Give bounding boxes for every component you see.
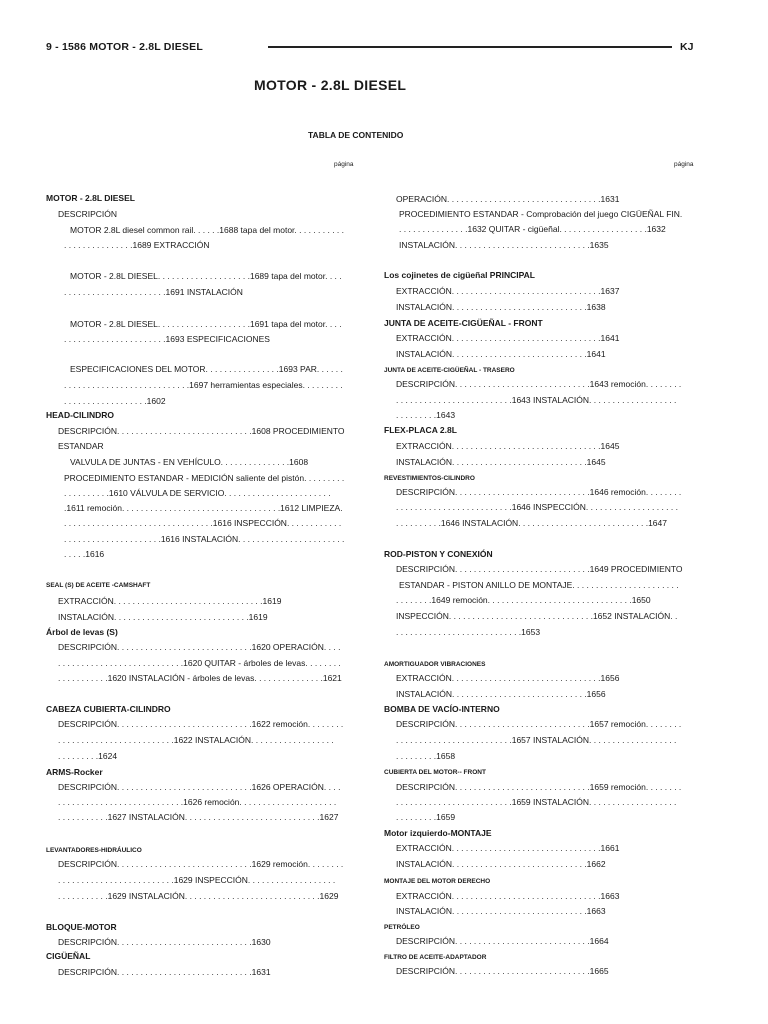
toc-line: PROCEDIMIENTO ESTANDAR - Comprobación del juego CIGÜEÑAL FIN. <box>399 209 683 219</box>
toc-line: INSTALACIÓN. . . . . . . . . . . . . . . . . . . . . . . . . . . . .1619 <box>58 612 268 622</box>
toc-line: . . . . . . . . . . . . . . . . . . . . . .1691 INSTALACIÓN <box>64 287 243 297</box>
toc-line: . . . . . . . .1649 remoción. . . . . . . . . . . . . . . . . . . . . . . . . . . . . . .1650 <box>396 595 651 605</box>
toc-line: HEAD-CILINDRO <box>46 410 114 420</box>
toc-line: INSTALACIÓN. . . . . . . . . . . . . . . . . . . . . . . . . . . . .1656 <box>396 689 606 699</box>
toc-line: . . . . . . . . . . . . . . . . . . . . . . . . .1643 INSTALACIÓN. . . . . . . . . . . . . . . . . . . <box>396 395 677 405</box>
toc-line: . . . . . . . . . . . . . . .1689 EXTRACCIÓN <box>64 240 210 250</box>
running-header: 9 - 1586 MOTOR - 2.8L DIESEL <box>46 41 203 53</box>
toc-line: REVESTIMIENTOS-CILINDRO <box>384 475 475 482</box>
toc-line: JUNTA DE ACEITE-CIGÜEÑAL - FRONT <box>384 318 543 328</box>
toc-line: . . . . .1616 <box>64 549 105 559</box>
toc-line: DESCRIPCIÓN. . . . . . . . . . . . . . . . . . . . . . . . . . . . .1664 <box>396 936 609 946</box>
toc-line: . . . . . . . . . . . . . . . . . . . . . . . . . . .1620 QUITAR - árboles de levas. . . . . . . . <box>58 658 341 668</box>
toc-line: Los cojinetes de cigüeñal PRINCIPAL <box>384 270 535 280</box>
toc-line: ESTANDAR <box>58 441 104 451</box>
toc-line: . . . . . . . . . . . . . . . . . . . . . . . . . . .1697 herramientas especiales. . . . . . . . . <box>64 380 343 390</box>
toc-line: PETRÓLEO <box>384 924 420 931</box>
toc-line: EXTRACCIÓN. . . . . . . . . . . . . . . . . . . . . . . . . . . . . . . .1663 <box>396 891 620 901</box>
toc-line: DESCRIPCIÓN. . . . . . . . . . . . . . . . . . . . . . . . . . . . .1649 PROCEDIMIENTO <box>396 564 683 574</box>
page-label-right: página <box>674 161 694 168</box>
toc-line: . . . . . . . . .1643 <box>396 410 456 420</box>
toc-line: MOTOR - 2.8L DIESEL. . . . . . . . . . . . . . . . . . . .1691 tapa del motor. . . . <box>70 319 342 329</box>
toc-line: EXTRACCIÓN. . . . . . . . . . . . . . . . . . . . . . . . . . . . . . . .1656 <box>396 673 620 683</box>
toc-line: EXTRACCIÓN. . . . . . . . . . . . . . . . . . . . . . . . . . . . . . . .1645 <box>396 441 620 451</box>
toc-line: . . . . . . . . . . . . . . . . . . . . . .1693 ESPECIFICACIONES <box>64 334 270 344</box>
toc-heading: TABLA DE CONTENIDO <box>308 130 404 140</box>
toc-line: . . . . . . . . . . .1620 INSTALACIÓN - árboles de levas. . . . . . . . . . . . . . .1621 <box>58 673 342 683</box>
toc-line: BOMBA DE VACÍO-INTERNO <box>384 704 500 714</box>
toc-line: . . . . . . . . . . . . . . . . . . . . . . . . .1646 INSPECCIÓN. . . . . . . . . . . . . . . . . . . . <box>396 502 678 512</box>
toc-line: SEAL (S) DE ACEITE -CAMSHAFT <box>46 582 151 589</box>
toc-line: . . . . . . . . . . . . . . . . . . . . . . . . . . .1653 <box>396 627 541 637</box>
toc-line: . . . . . . . . .1624 <box>58 751 118 761</box>
toc-line: . . . . . . . . . . . . . . . . . . . . . . . . .1659 INSTALACIÓN. . . . . . . . . . . . . . . . . . . <box>396 797 677 807</box>
toc-line: CUBIERTA DEL MOTOR-- FRONT <box>384 769 486 776</box>
toc-line: DESCRIPCIÓN. . . . . . . . . . . . . . . . . . . . . . . . . . . . .1665 <box>396 966 609 976</box>
toc-line: DESCRIPCIÓN. . . . . . . . . . . . . . . . . . . . . . . . . . . . .1657 remoción. . . . . . . . <box>396 719 682 729</box>
toc-line: . . . . . . . . . . . . . . . . . . . . . . . . .1629 INSPECCIÓN. . . . . . . . . . . . . . . . . . . <box>58 875 336 885</box>
toc-line: ROD-PISTON Y CONEXIÓN <box>384 549 493 559</box>
toc-line: Motor izquierdo-MONTAJE <box>384 828 492 838</box>
toc-line: . . . . . . . . . . . . . . . . . .1602 <box>64 396 166 406</box>
toc-line: PROCEDIMIENTO ESTANDAR - MEDICIÓN saliente del pistón. . . . . . . . . <box>64 473 345 483</box>
toc-line: . . . . . . . . . . . . . . . . . . . . . . . . .1622 INSTALACIÓN. . . . . . . . . . . . . . . . . . <box>58 735 334 745</box>
toc-line: Árbol de levas (S) <box>46 627 118 637</box>
toc-line: JUNTA DE ACEITE-CIGÜEÑAL - TRASERO <box>384 367 515 374</box>
toc-line: . . . . . . . . . . . . . . . . . . . . .1616 INSTALACIÓN. . . . . . . . . . . . . . . . . . . . . . . <box>64 534 345 544</box>
toc-line: ESTANDAR - PISTON ANILLO DE MONTAJE. . . . . . . . . . . . . . . . . . . . . . . <box>399 580 679 590</box>
toc-line: . . . . . . . . . . .1627 INSTALACIÓN. . . . . . . . . . . . . . . . . . . . . . . . . . . . .1627 <box>58 812 339 822</box>
toc-line: DESCRIPCIÓN. . . . . . . . . . . . . . . . . . . . . . . . . . . . .1630 <box>58 937 271 947</box>
header-model-code: KJ <box>680 41 694 53</box>
toc-line: INSTALACIÓN. . . . . . . . . . . . . . . . . . . . . . . . . . . . .1641 <box>396 349 606 359</box>
toc-line: DESCRIPCIÓN. . . . . . . . . . . . . . . . . . . . . . . . . . . . .1620 OPERACIÓN. . . . <box>58 642 341 652</box>
toc-line: DESCRIPCIÓN. . . . . . . . . . . . . . . . . . . . . . . . . . . . .1629 remoción. . . . . . . . <box>58 859 344 869</box>
toc-line: FILTRO DE ACEITE-ADAPTADOR <box>384 954 487 961</box>
header-rule <box>268 46 672 48</box>
toc-line: . . . . . . . . . .1610 VÁLVULA DE SERVICIO. . . . . . . . . . . . . . . . . . . . . . . <box>64 488 331 498</box>
toc-line: . . . . . . . . . . . . . . . . . . . . . . . . . . .1626 remoción. . . . . . . . . . . . . . . . . . . . . <box>58 797 337 807</box>
toc-line: . . . . . . . . . . . . . . . . . . . . . . . . .1657 INSTALACIÓN. . . . . . . . . . . . . . . . . . . <box>396 735 677 745</box>
toc-line: INSTALACIÓN. . . . . . . . . . . . . . . . . . . . . . . . . . . . .1663 <box>396 906 606 916</box>
toc-line: ARMS-Rocker <box>46 767 103 777</box>
toc-line: CIGÜEÑAL <box>46 951 91 961</box>
toc-line: DESCRIPCIÓN. . . . . . . . . . . . . . . . . . . . . . . . . . . . .1622 remoción. . . . . . . . <box>58 719 344 729</box>
page-title: MOTOR - 2.8L DIESEL <box>254 77 407 93</box>
toc-line: .1611 remoción. . . . . . . . . . . . . . . . . . . . . . . . . . . . . . . . . .1612 LIMPIEZA. <box>64 503 343 513</box>
toc-line: DESCRIPCIÓN. . . . . . . . . . . . . . . . . . . . . . . . . . . . .1646 remoción. . . . . . . . <box>396 487 682 497</box>
toc-line: OPERACIÓN. . . . . . . . . . . . . . . . . . . . . . . . . . . . . . . . .1631 <box>396 194 620 204</box>
toc-line: VALVULA DE JUNTAS - EN VEHÍCULO. . . . . . . . . . . . . . .1608 <box>70 457 309 467</box>
toc-line: BLOQUE-MOTOR <box>46 922 117 932</box>
toc-line: . . . . . . . . . . .1629 INSTALACIÓN. . . . . . . . . . . . . . . . . . . . . . . . . . . . .1629 <box>58 891 339 901</box>
toc-line: INSPECCIÓN. . . . . . . . . . . . . . . . . . . . . . . . . . . . . . .1652 INSTALACIÓN. . <box>396 611 678 621</box>
toc-line: . . . . . . . . . . . . . . .1632 QUITAR - cigüeñal. . . . . . . . . . . . . . . . . . .1632 <box>399 224 666 234</box>
toc-line: . . . . . . . . . . . . . . . . . . . . . . . . . . . . . . . .1616 INSPECCIÓN. . . . . . . . . . . . <box>64 518 342 528</box>
toc-line: DESCRIPCIÓN. . . . . . . . . . . . . . . . . . . . . . . . . . . . .1608 PROCEDIMIENTO <box>58 426 345 436</box>
page-label-left: página <box>334 161 354 168</box>
toc-line: . . . . . . . . .1658 <box>396 751 456 761</box>
toc-line: CABEZA CUBIERTA-CILINDRO <box>46 704 171 714</box>
toc-line: EXTRACCIÓN. . . . . . . . . . . . . . . . . . . . . . . . . . . . . . . .1637 <box>396 286 620 296</box>
toc-line: FLEX-PLACA 2.8L <box>384 425 457 435</box>
toc-line: DESCRIPCIÓN. . . . . . . . . . . . . . . . . . . . . . . . . . . . .1659 remoción. . . . . . . . <box>396 782 682 792</box>
toc-line: INSTALACIÓN. . . . . . . . . . . . . . . . . . . . . . . . . . . . .1635 <box>399 240 609 250</box>
toc-line: EXTRACCIÓN. . . . . . . . . . . . . . . . . . . . . . . . . . . . . . . .1619 <box>58 596 282 606</box>
toc-line: INSTALACIÓN. . . . . . . . . . . . . . . . . . . . . . . . . . . . .1662 <box>396 859 606 869</box>
toc-line: DESCRIPCIÓN <box>58 209 118 219</box>
toc-line: DESCRIPCIÓN. . . . . . . . . . . . . . . . . . . . . . . . . . . . .1643 remoción. . . . . . . . <box>396 379 682 389</box>
toc-line: EXTRACCIÓN. . . . . . . . . . . . . . . . . . . . . . . . . . . . . . . .1661 <box>396 843 620 853</box>
toc-line: MONTAJE DEL MOTOR DERECHO <box>384 878 491 885</box>
toc-line: DESCRIPCIÓN. . . . . . . . . . . . . . . . . . . . . . . . . . . . .1631 <box>58 967 271 977</box>
toc-line: . . . . . . . . .1659 <box>396 812 456 822</box>
toc-line: LEVANTADORES-HIDRÁULICO <box>46 847 142 854</box>
toc-line: AMORTIGUADOR VIBRACIONES <box>384 661 486 668</box>
toc-line: MOTOR - 2.8L DIESEL. . . . . . . . . . . . . . . . . . . .1689 tapa del motor. . . . <box>70 271 342 281</box>
toc-line: MOTOR - 2.8L DIESEL <box>46 193 135 203</box>
toc-line: EXTRACCIÓN. . . . . . . . . . . . . . . . . . . . . . . . . . . . . . . .1641 <box>396 333 620 343</box>
toc-line: DESCRIPCIÓN. . . . . . . . . . . . . . . . . . . . . . . . . . . . .1626 OPERACIÓN. . . . <box>58 782 341 792</box>
toc-line: ESPECIFICACIONES DEL MOTOR. . . . . . . . . . . . . . . .1693 PAR. . . . . . <box>70 364 343 374</box>
toc-line: MOTOR 2.8L diesel common rail. . . . . .1688 tapa del motor. . . . . . . . . . . <box>70 225 345 235</box>
toc-line: INSTALACIÓN. . . . . . . . . . . . . . . . . . . . . . . . . . . . .1645 <box>396 457 606 467</box>
toc-line: . . . . . . . . . .1646 INSTALACIÓN. . . . . . . . . . . . . . . . . . . . . . . . . . . .1647 <box>396 518 667 528</box>
toc-line: INSTALACIÓN. . . . . . . . . . . . . . . . . . . . . . . . . . . . .1638 <box>396 302 606 312</box>
